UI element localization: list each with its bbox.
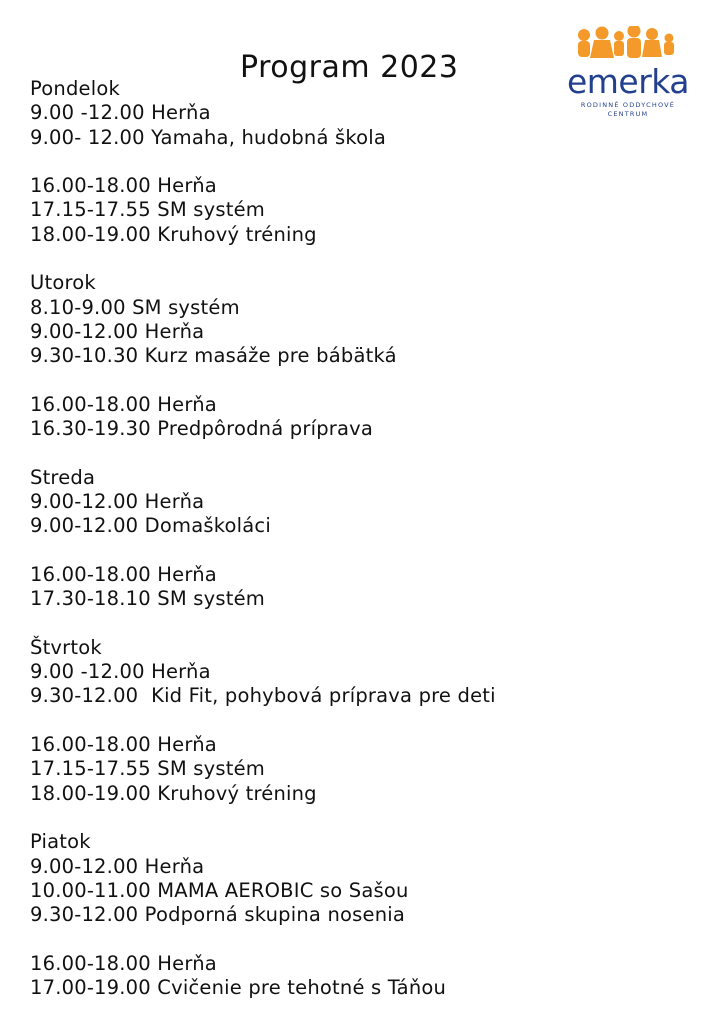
schedule-entry: 17.00-19.00 Cvičenie pre tehotné s Táňou [30, 975, 447, 999]
schedule-entry: 9.30-10.30 Kurz masáže pre bábätká [30, 344, 397, 368]
schedule-entry: 9.00 -12.00 Herňa [30, 660, 211, 684]
schedule-entry: 9.30-12.00 Podporná skupina nosenia [30, 903, 406, 927]
day-section [30, 636, 690, 806]
schedule-entry: 9.00-12.00 Herňa [30, 854, 205, 878]
block-spacer [30, 927, 690, 951]
schedule-entry: 17.15-17.55 SM systém [30, 198, 265, 222]
schedule-entry: 16.00-18.00 Herňa [30, 174, 217, 198]
schedule-entry: 16.00-18.00 Herňa [30, 951, 217, 975]
block-spacer [30, 709, 690, 733]
schedule-entry: 16.00-18.00 Herňa [30, 392, 217, 416]
schedule-entry: 17.30-18.10 SM systém [30, 587, 265, 611]
block-spacer [30, 369, 690, 393]
day-name: Utorok [30, 271, 96, 295]
schedule-entry: 9.00-12.00 Herňa [30, 490, 205, 514]
schedule-entry: 9.00-12.00 Herňa [30, 319, 205, 343]
day-name: Štvrtok [30, 635, 102, 659]
day-name: Pondelok [30, 77, 120, 100]
schedule-entry: 16.30-19.30 Predpôrodná príprava [30, 417, 374, 441]
block-spacer [30, 150, 690, 174]
logo-subtitle-2: CENTRUM [607, 110, 649, 118]
day-section [30, 830, 690, 1000]
schedule-entry: 9.30-12.00 Kid Fit, pohybová príprava pre deti [30, 684, 496, 708]
logo-wordmark: emerka [566, 62, 690, 101]
page-title: Program 2023 [240, 50, 459, 85]
day-name: Piatok [30, 830, 91, 854]
schedule-entry: 9.00-12.00 Domaškoláci [30, 514, 271, 538]
family-figures-icon [572, 26, 684, 66]
block-spacer [30, 539, 690, 563]
day-section [30, 77, 690, 247]
schedule-entry: 16.00-18.00 Herňa [30, 562, 217, 586]
day-section [30, 466, 690, 612]
schedule-entry: 9.00- 12.00 Yamaha, hudobná škola [30, 125, 387, 149]
schedule-entry: 18.00-19.00 Kruhový tréning [30, 781, 317, 805]
day-name: Streda [30, 465, 96, 489]
schedule-entry: 17.15-17.55 SM systém [30, 757, 265, 781]
schedule-entry: 8.10-9.00 SM systém [30, 295, 240, 319]
schedule-entry: 9.00 -12.00 Herňa [30, 101, 211, 125]
schedule-entry: 18.00-19.00 Kruhový tréning [30, 222, 317, 246]
weekly-schedule [30, 77, 690, 1025]
schedule-entry: 10.00-11.00 MAMA AEROBIC so Sašou [30, 878, 409, 902]
day-section [30, 271, 690, 441]
schedule-entry: 16.00-18.00 Herňa [30, 733, 217, 757]
logo-subtitle: RODINNÉ ODDYCHOVÉ [580, 101, 676, 109]
